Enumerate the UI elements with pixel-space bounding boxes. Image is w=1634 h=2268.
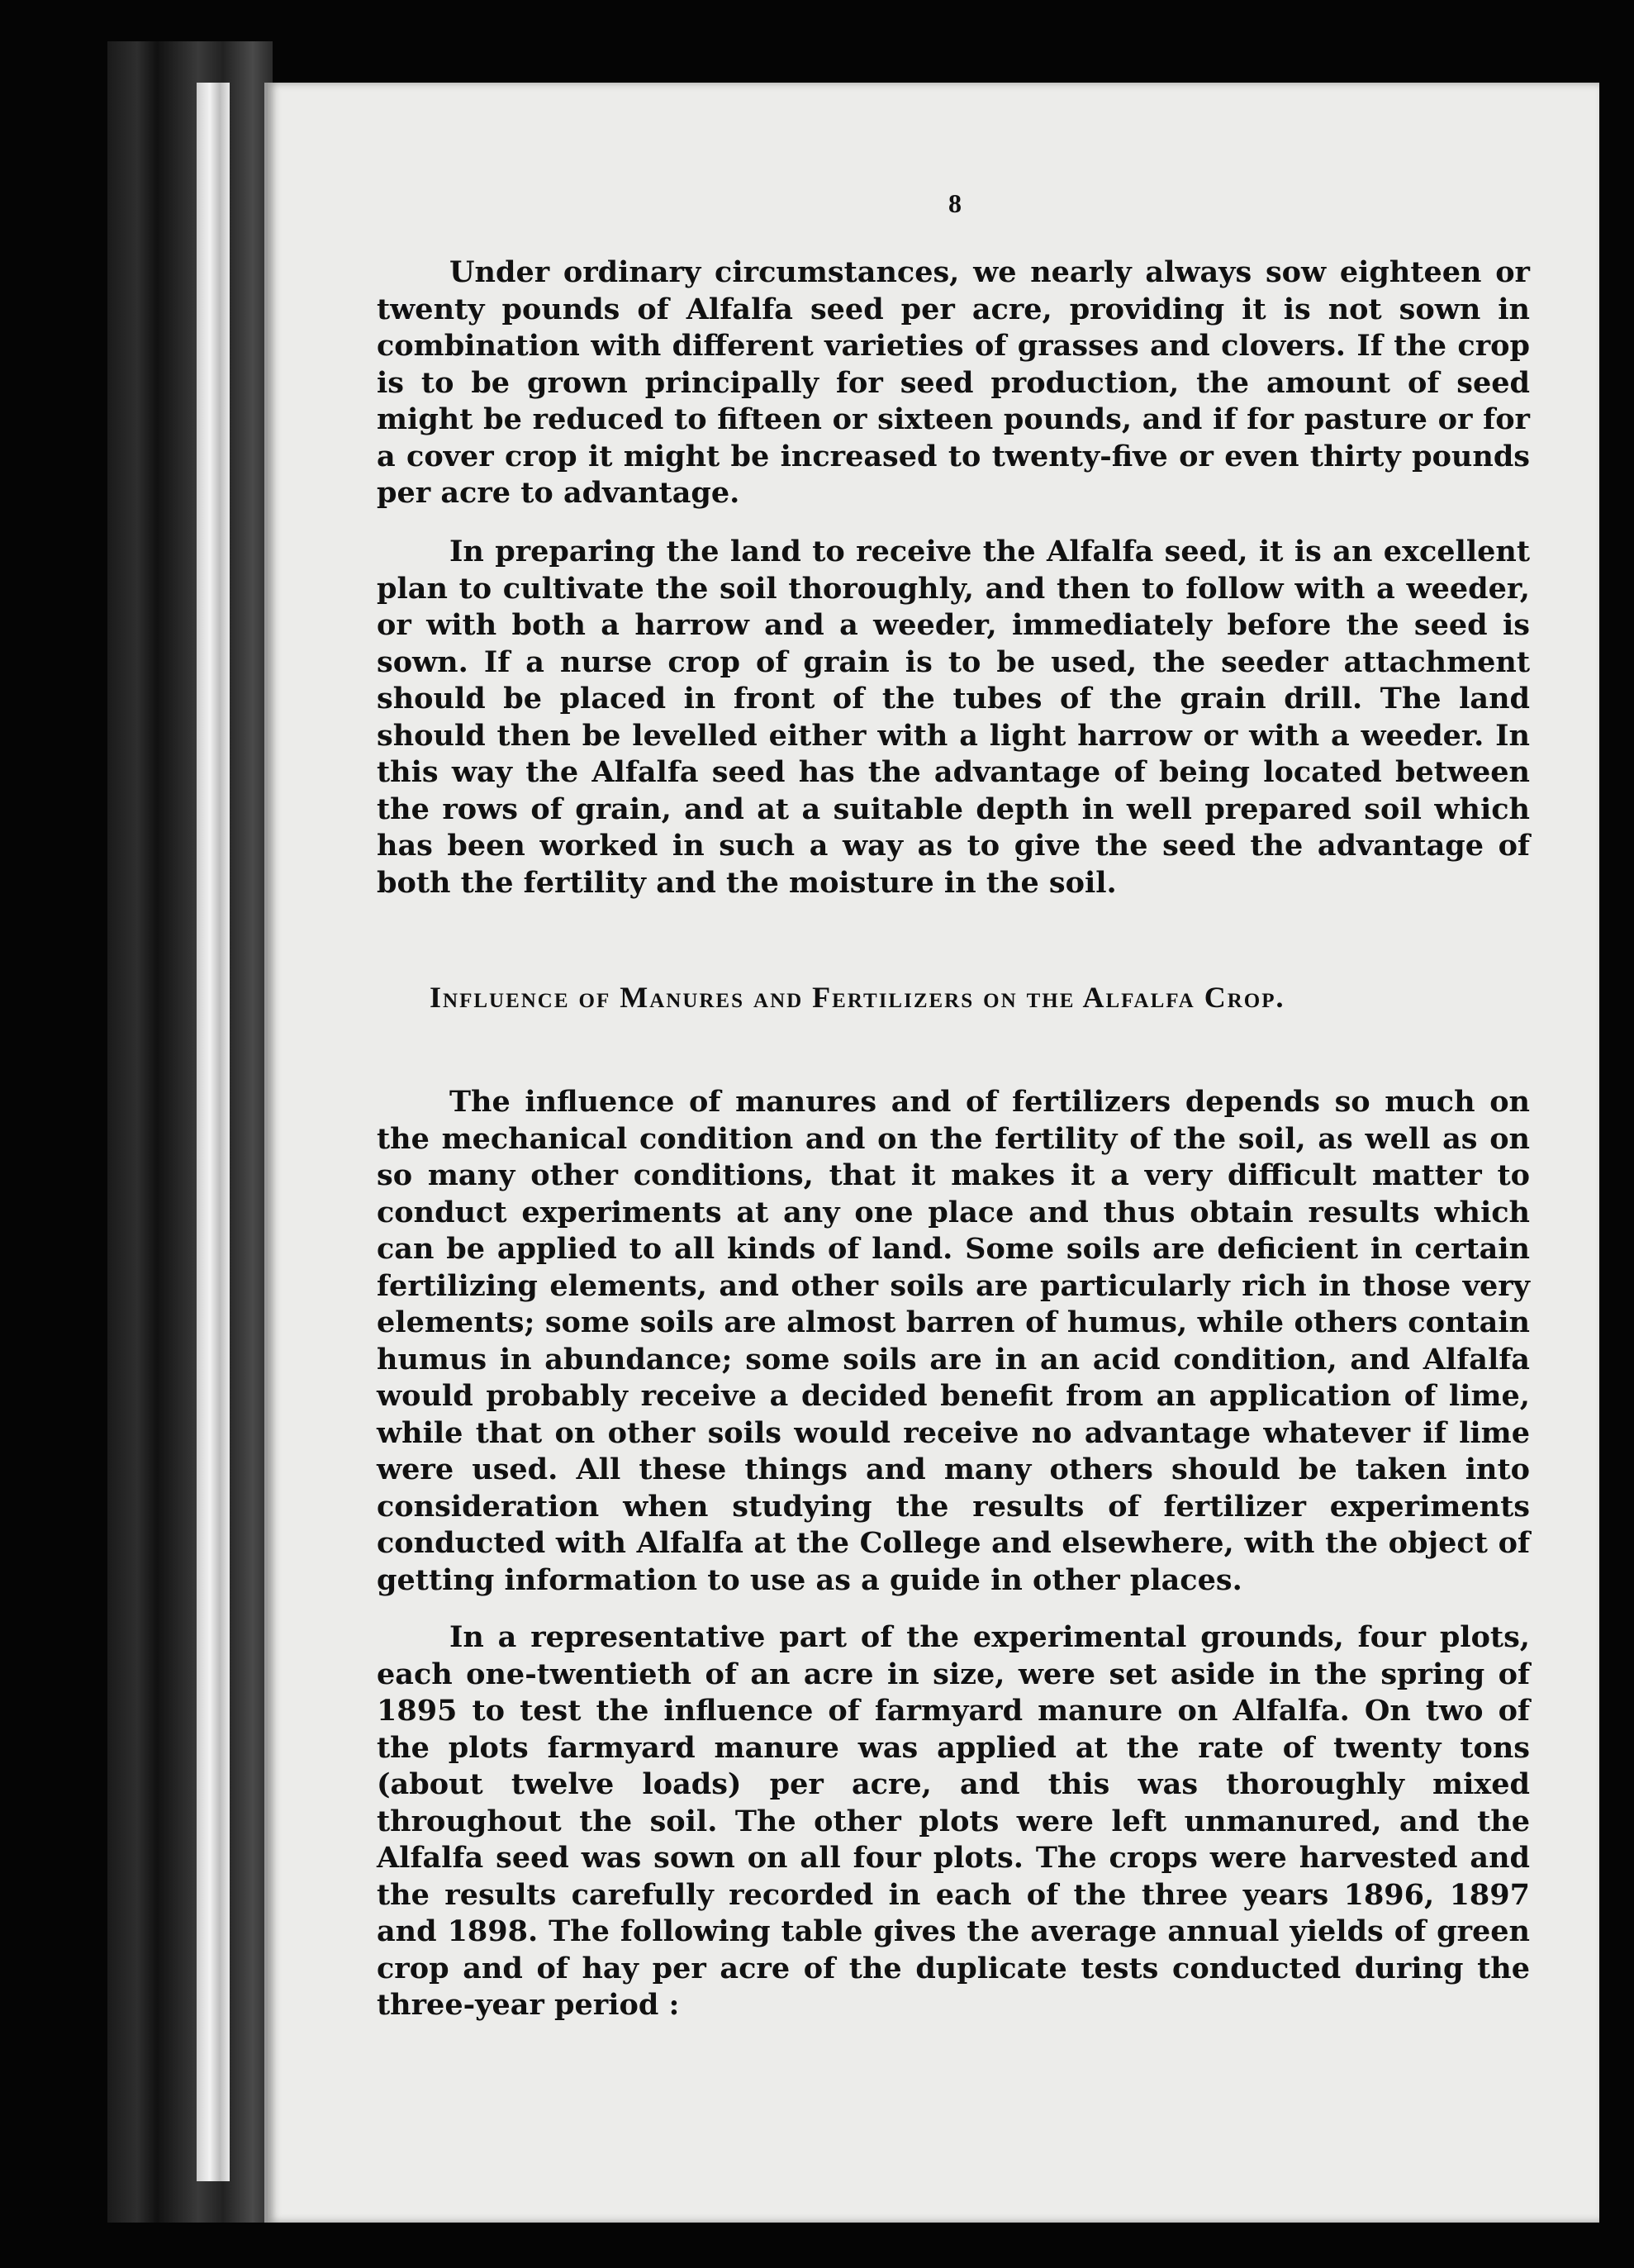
paragraph-seed-rate <box>377 254 1530 512</box>
paragraph-text: In preparing the land to receive the Alfalfa seed, it is an excellent plan to cultivate the soil thoroughly, and then to follow with a weeder, or with both a harrow and a weeder, immediately before the seed is sown. If a nurse crop of grain is to be used, the seeder attachment should be placed in front of the tubes of the grain drill. The land should then be levelled either with a light harrow or with a weeder. In this way the Alfalfa seed has the advantage of being located between the rows of grain, and at a suitable depth in well prepared soil which has been worked in such a way as to give the seed the advantage of both the fertility and the moisture in the soil. <box>377 535 1530 900</box>
paragraph-land-preparation <box>377 534 1530 901</box>
book-spine <box>107 41 273 2223</box>
page-edges <box>197 83 230 2181</box>
paragraph-experiment <box>377 1619 1530 2024</box>
paragraph-text: The influence of manures and of fertilizers depends so much on the mechanical condition and on the fertility of the soil, as well as on so many other conditions, that it makes it a very difficult matter to conduct experiments at any one place and thus obtain results which can be applied to all kinds of land. Some soils are deficient in certain fertilizing elements, and other soils are particularly rich in those very elements; some soils are almost barren of humus, while others contain humus in abundance; some soils are in an acid condition, and Alfalfa would probably receive a decided benefit from an application of lime, while that on other soils would receive no advantage whatever if lime were used. All these things and many others should be taken into consideration when studying the results of fertilizer experiments conducted with Alfalfa at the College and elsewhere, with the object of getting information to use as a guide in other places. <box>377 1085 1530 1597</box>
page-number: 8 <box>948 188 962 218</box>
paragraph-text: Under ordinary circumstances, we nearly always sow eighteen or twenty pounds of Alfalfa seed per acre, providing it is not sown in combination with different varieties of grasses and clovers. If the crop is to be grown principally for seed production, the amount of seed might be reduced to fifteen or sixteen pounds, and if for pasture or for a cover crop it might be increased to twenty-five or even thirty pounds per acre to advantage. <box>377 255 1530 510</box>
paragraph-manure-influence <box>377 1084 1530 1599</box>
section-heading: Influence of Manures and Fertilizers on the Alfalfa Crop. <box>430 981 1285 1014</box>
paragraph-text: In a representative part of the experimental grounds, four plots, each one-twentieth of an acre in size, were set aside in the spring of 1895 to test the influence of farmyard manure on Alfalfa. On two of the plots farmyard manure was applied at the rate of twenty tons (about twelve loads) per acre, and this was thoroughly mixed throughout the soil. The other plots were left unmanured, and the Alfalfa seed was sown on all four plots. The crops were harvested and the results carefully recorded in each of the three years 1896, 1897 and 1898. The following table gives the average annual yields of green crop and of hay per acre of the duplicate tests conducted during the three-year period : <box>377 1620 1530 2022</box>
